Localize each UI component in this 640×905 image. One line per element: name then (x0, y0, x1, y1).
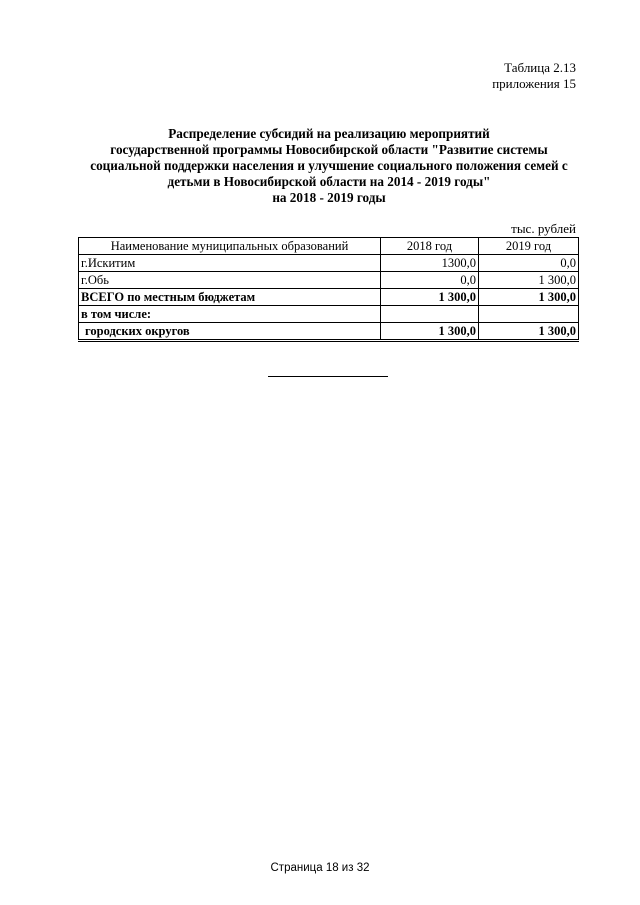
urban-districts-label: городских округов (79, 323, 381, 341)
value-2019 (479, 306, 579, 323)
document-title (80, 126, 578, 206)
including-label: в том числе: (79, 306, 381, 323)
title-line: Распределение субсидий на реализацию мероприятий (168, 126, 490, 141)
end-separator-line (268, 376, 388, 377)
value-2019: 1 300,0 (479, 272, 579, 289)
table-row-total (79, 289, 579, 306)
column-header-2019: 2019 год (479, 238, 579, 255)
value-2018: 1300,0 (381, 255, 479, 272)
municipality-name: г.Обь (79, 272, 381, 289)
value-2018 (381, 306, 479, 323)
column-header-2018: 2018 год (381, 238, 479, 255)
title-line: государственной программы Новосибирской области "Развитие системы (110, 142, 548, 157)
total-2019: 1 300,0 (479, 289, 579, 306)
table-row (79, 272, 579, 289)
value-2019: 0,0 (479, 255, 579, 272)
total-label: ВСЕГО по местным бюджетам (79, 289, 381, 306)
table-row-including (79, 306, 579, 323)
urban-districts-2018: 1 300,0 (381, 323, 479, 341)
total-2018: 1 300,0 (381, 289, 479, 306)
subsidy-table (78, 237, 579, 342)
table-row (79, 255, 579, 272)
title-line: детьми в Новосибирской области на 2014 - 2019 годы" (167, 174, 491, 189)
urban-districts-2019: 1 300,0 (479, 323, 579, 341)
table-header-row (79, 238, 579, 255)
table-row-urban-districts (79, 323, 579, 341)
units-label: тыс. рублей (511, 221, 576, 236)
appendix-number: приложения 15 (492, 76, 576, 91)
page-number: Страница 18 из 32 (270, 862, 370, 874)
title-line: на 2018 - 2019 годы (272, 190, 386, 205)
title-line: социальной поддержки населения и улучшение социального положения семей с (90, 158, 568, 173)
document-reference (492, 60, 576, 92)
column-header-name: Наименование муниципальных образований (79, 238, 381, 255)
municipality-name: г.Искитим (79, 255, 381, 272)
table-number: Таблица 2.13 (504, 60, 576, 75)
value-2018: 0,0 (381, 272, 479, 289)
